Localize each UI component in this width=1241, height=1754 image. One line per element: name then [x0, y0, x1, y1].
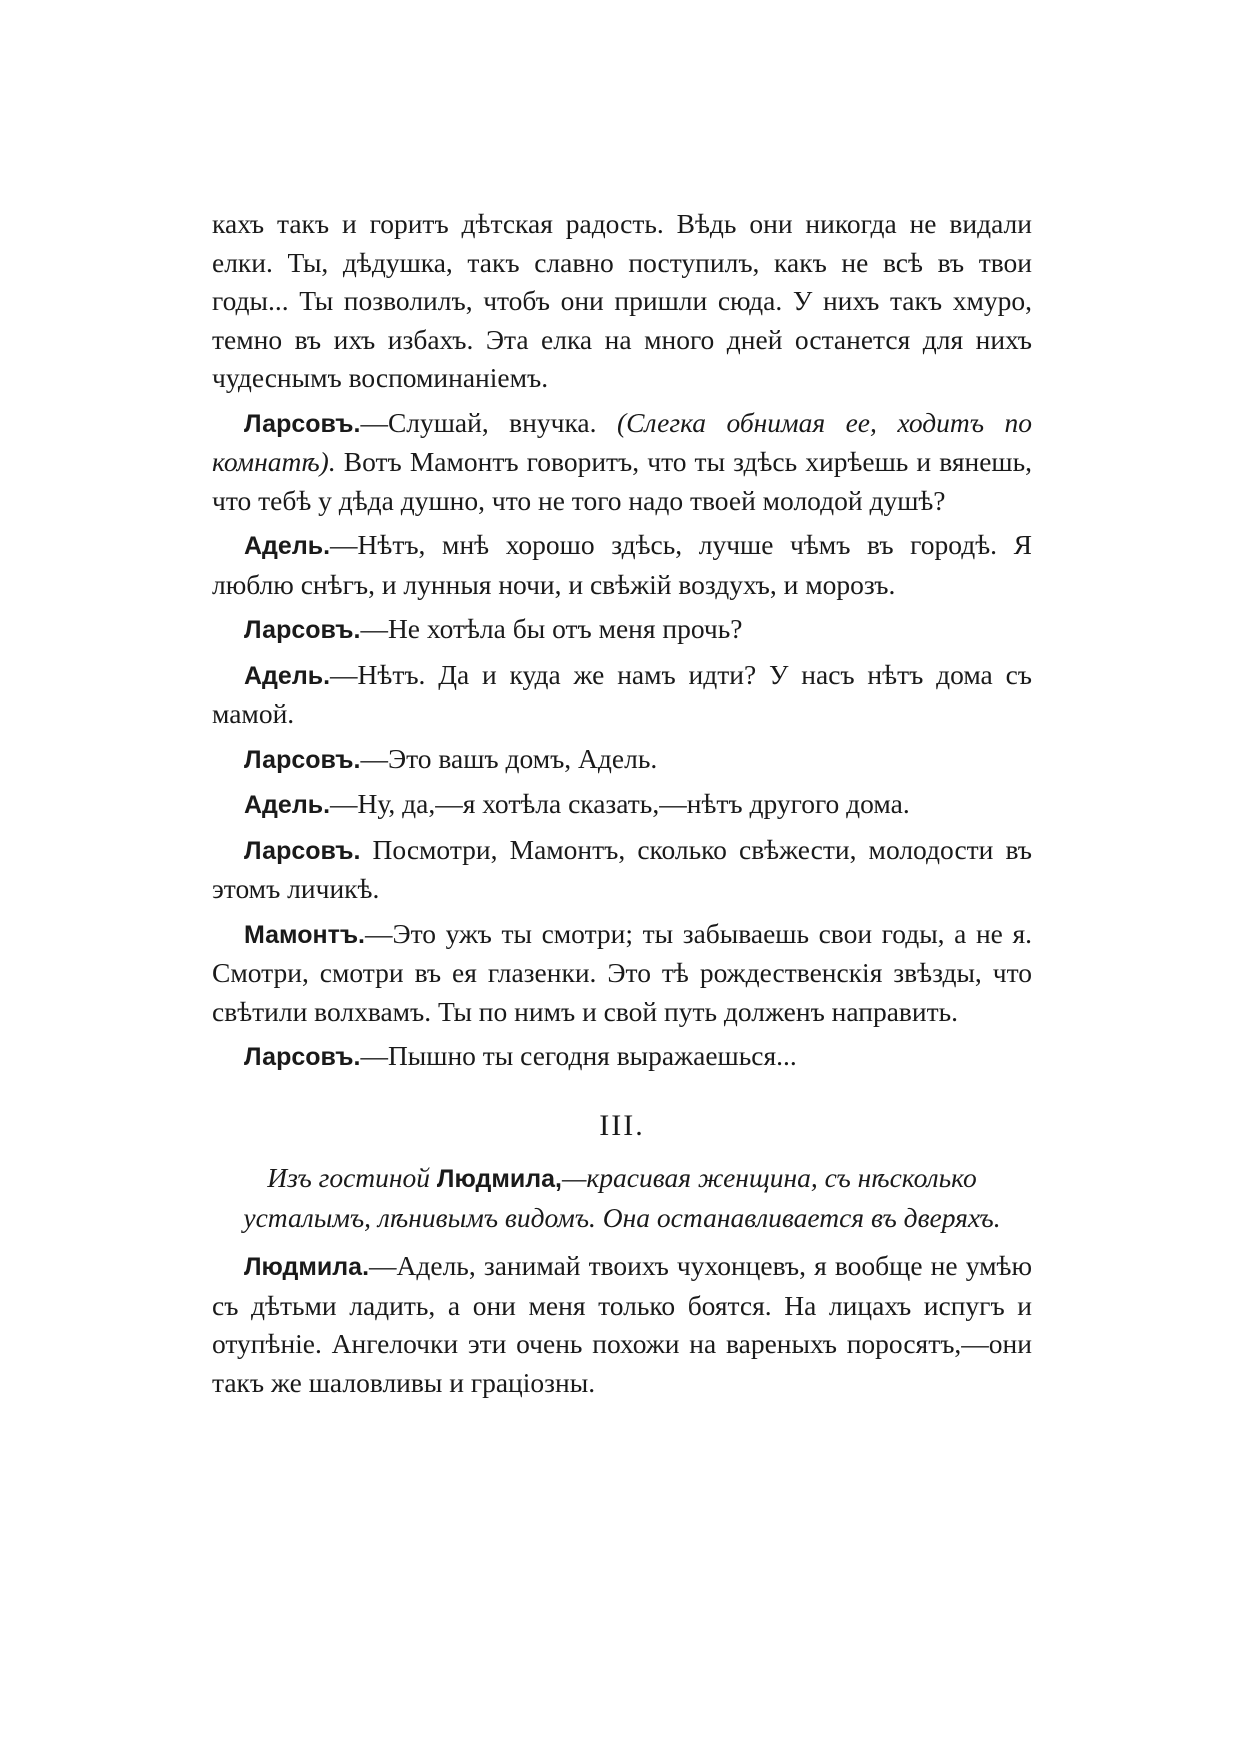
speech-adel-1: [212, 526, 1032, 604]
speech-text: —Адель, занимай твоихъ чухонцевъ, я вообще не умѣю съ дѣтьми ладить, а они меня только боятся. На лицахъ испугъ и отупѣніе. Ангелочки эти очень похожи на вареныхъ поросятъ,—они такъ же шаловливы и граціозны.: [212, 1250, 1032, 1398]
stage-direction-text-continued: —красивая женщина, съ нѣсколько усталымъ, лѣнивымъ видомъ. Она останавливается въ дверяхъ.: [243, 1162, 1001, 1233]
speech-text: —Слушай, внучка.: [360, 406, 617, 438]
stage-direction-block: [212, 1159, 1032, 1237]
speaker-name: Адель.: [244, 532, 331, 560]
speech-text: —Нѣтъ. Да и куда же намъ идти? У насъ нѣтъ дома съ мамой.: [212, 658, 1032, 729]
speaker-name: Адель.: [244, 661, 331, 690]
speech-larsov-2: [212, 610, 1032, 650]
speech-larsov-3: [212, 740, 1032, 780]
speaker-name: Ларсовъ.: [244, 409, 361, 438]
speech-text: —Нѣтъ, мнѣ хорошо здѣсь, лучше чѣмъ въ городѣ. Я люблю снѣгъ, и лунныя ночи, и свѣжій воздухъ, и морозъ.: [212, 529, 1032, 600]
speech-larsov-4: [212, 831, 1032, 909]
speaker-name: Людмила,: [436, 1165, 562, 1193]
speech-adel-3: [212, 785, 1032, 825]
stage-direction-inline: (Слегка обнимая ее, ходитъ по комнатѣ).: [212, 406, 1032, 477]
speech-text-continued: Вотъ Мамонтъ говоритъ, что ты здѣсь хирѣешь и вянешь, что тебѣ у дѣда душно, что не того надо твоей молодой душѣ?: [212, 446, 1032, 516]
speech-ludmila-1: [212, 1247, 1032, 1402]
speaker-name: Ларсовъ.: [244, 1043, 361, 1071]
speaker-name: Мамонтъ.: [244, 920, 365, 949]
speech-text: —Ну, да,—я хотѣла сказать,—нѣтъ другого дома.: [330, 788, 910, 819]
speech-text: —Пышно ты сегодня выражаешься...: [360, 1040, 797, 1071]
speech-adel-2: [212, 656, 1032, 734]
page-text: [212, 205, 1032, 1408]
speech-larsov-5: [212, 1037, 1032, 1077]
speaker-name: Людмила.: [244, 1253, 370, 1281]
speaker-name: Ларсовъ.: [244, 616, 361, 644]
scene-heading: III.: [599, 1108, 645, 1142]
speech-larsov-1: [212, 404, 1032, 521]
paragraph-continued: [212, 205, 1032, 398]
speech-text: —Это ужъ ты смотри; ты забываешь свои годы, а не я. Смотри, смотри въ ея глазенки. Это тѣ рождественскія звѣзды, что свѣтили волхвамъ. Ты по нимъ и свой путь долженъ направить.: [212, 917, 1032, 1027]
speaker-name: Ларсовъ.: [244, 836, 361, 865]
speech-text: —Не хотѣла бы отъ меня прочь?: [360, 613, 743, 644]
speech-text: —Это вашъ домъ, Адель.: [360, 742, 658, 774]
speaker-name: Адель.: [244, 791, 331, 819]
stage-direction-text: Изъ гостиной: [267, 1162, 437, 1193]
speaker-name: Ларсовъ.: [244, 745, 361, 774]
speech-mamont-1: [212, 915, 1032, 1032]
speech-text: Посмотри, Мамонтъ, сколько свѣжести, молодости въ этомъ личикѣ.: [212, 833, 1032, 904]
paragraph-text: кахъ такъ и горитъ дѣтская радость. Вѣдь они никогда не видали елки. Ты, дѣдушка, такъ славно поступилъ, какъ не всѣ въ твои годы... Ты позволилъ, чтобъ они пришли сюда. У нихъ такъ хмуро, темно въ ихъ избахъ. Эта елка на много дней останется для нихъ чудеснымъ воспоминаніемъ.: [212, 208, 1032, 393]
